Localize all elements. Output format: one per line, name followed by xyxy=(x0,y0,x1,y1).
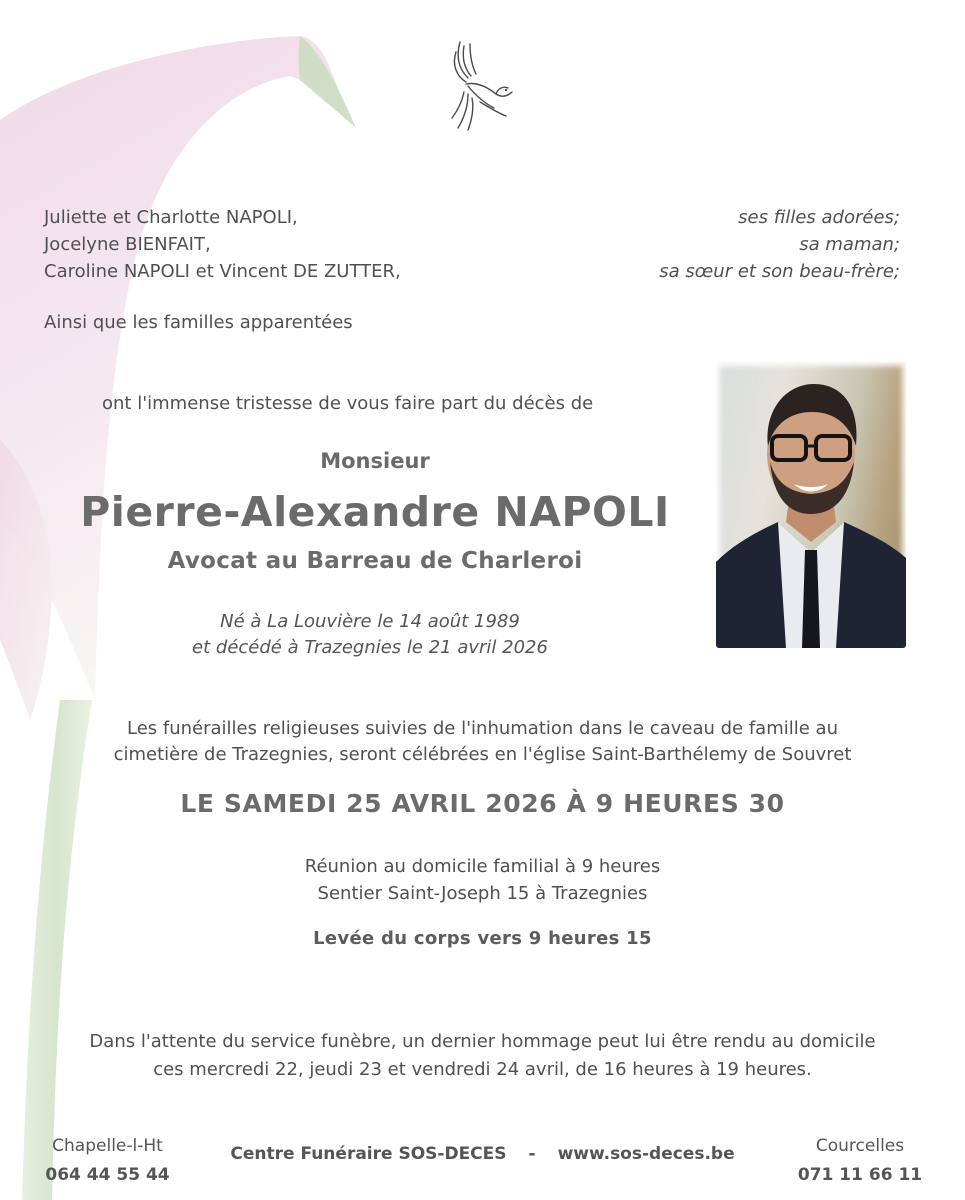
tribute-line: Dans l'attente du service funèbre, un dernier hommage peut lui être rendu au domicile xyxy=(89,1031,876,1052)
portrait-photo xyxy=(716,362,906,648)
birth-line: Né à La Louvière le 14 août 1989 xyxy=(220,611,520,632)
funeral-service-text xyxy=(40,716,925,768)
funeral-home-name: Centre Funéraire SOS-DECES xyxy=(230,1144,507,1164)
relatives-line: Ainsi que les familles apparentées xyxy=(44,312,353,333)
office-phone[interactable]: 071 11 66 11 xyxy=(797,1165,923,1185)
office-phone[interactable]: 064 44 55 44 xyxy=(45,1165,170,1185)
levee-du-corps: Levée du corps vers 9 heures 15 xyxy=(313,928,652,949)
family-name-line: Juliette et Charlotte NAPOLI, xyxy=(44,207,298,228)
deceased-profession: Avocat au Barreau de Charleroi xyxy=(167,548,583,574)
tribute-line: ces mercredi 22, jeudi 23 et vendredi 24 avril, de 16 heures à 19 heures. xyxy=(153,1059,812,1080)
family-relation-line: sa sœur et son beau-frère; xyxy=(659,261,900,282)
footer-office-right xyxy=(790,1132,930,1190)
announcement-intro: ont l'immense tristesse de vous faire part du décès de xyxy=(102,393,594,414)
family-relation-line: ses filles adorées; xyxy=(738,207,900,228)
footer-office-left xyxy=(40,1132,175,1190)
family-relations xyxy=(560,204,900,285)
funeral-home-website-link[interactable]: www.sos-deces.be xyxy=(557,1144,735,1164)
meeting-address: Sentier Saint-Joseph 15 à Trazegnies xyxy=(317,883,648,904)
tribute-info xyxy=(30,1028,935,1084)
funeral-service-line: Les funérailles religieuses suivies de l'inhumation dans le caveau de famille au xyxy=(127,718,838,739)
deceased-name: Pierre-Alexandre NAPOLI xyxy=(80,488,670,536)
family-relation-line: sa maman; xyxy=(799,234,900,255)
calla-lily-decoration xyxy=(0,0,380,1200)
footer-separator: - xyxy=(528,1144,536,1164)
office-city: Chapelle-l-Ht xyxy=(52,1136,163,1156)
family-name-line: Jocelyne BIENFAIT, xyxy=(44,234,211,255)
family-name-line: Caroline NAPOLI et Vincent DE ZUTTER, xyxy=(44,261,401,282)
ceremony-date-time: LE SAMEDI 25 AVRIL 2026 À 9 HEURES 30 xyxy=(180,789,785,818)
dove-icon xyxy=(446,38,516,133)
family-names xyxy=(44,204,401,285)
funeral-home-info xyxy=(200,1144,765,1164)
office-city: Courcelles xyxy=(815,1136,905,1156)
meeting-info xyxy=(40,853,925,907)
death-line: et décédé à Trazegnies le 21 avril 2026 xyxy=(192,637,548,658)
birth-death-dates xyxy=(80,609,660,661)
civility: Monsieur xyxy=(320,449,430,473)
funeral-service-line: cimetière de Trazegnies, seront célébrées en l'église Saint-Barthélemy de Souvret xyxy=(113,744,852,765)
meeting-line: Réunion au domicile familial à 9 heures xyxy=(304,856,661,877)
